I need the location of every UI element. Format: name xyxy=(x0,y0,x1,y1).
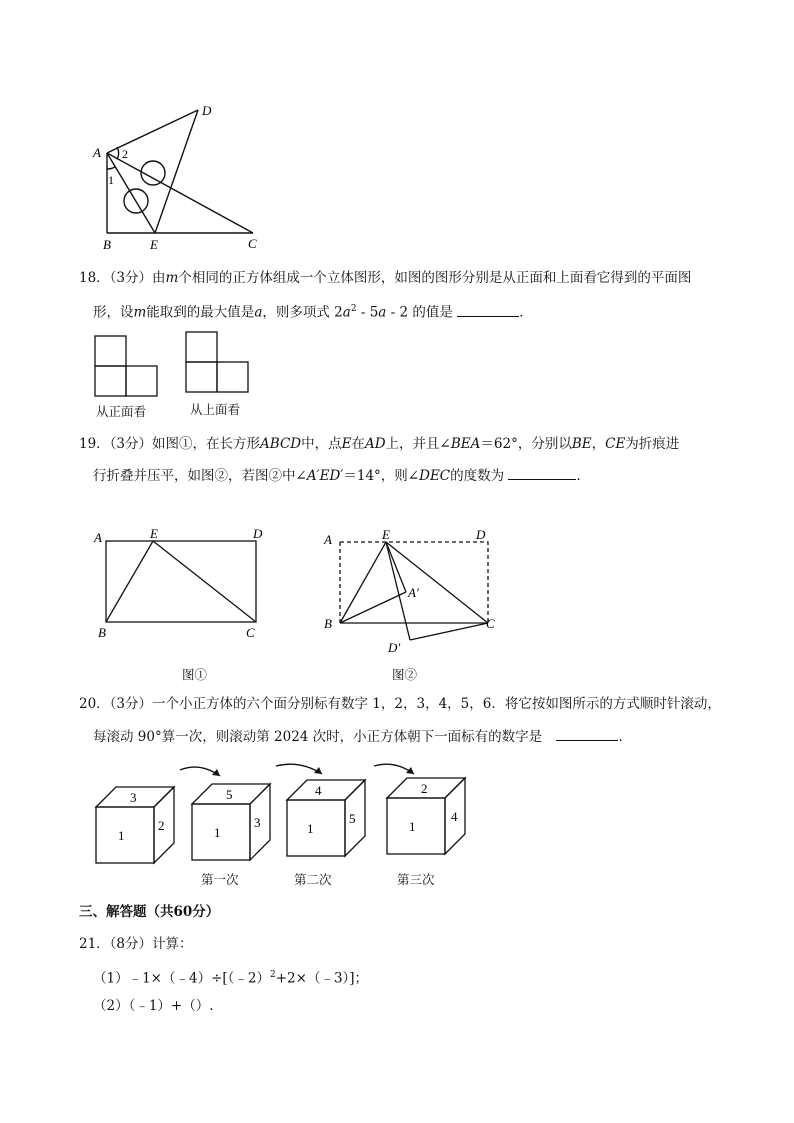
q21-item2: （2）（﹣1）+（）. xyxy=(93,998,214,1014)
q18-top-caption: 从上面看 xyxy=(190,402,241,417)
svg-text:C: C xyxy=(246,625,255,640)
segment-AE xyxy=(107,153,155,233)
section-3-title: 三、解答题（共60分） xyxy=(79,904,220,920)
svg-text:5: 5 xyxy=(349,811,356,826)
q19-fig2-caption: 图② xyxy=(392,667,418,682)
cube-2-caption: 第二次 xyxy=(294,872,332,887)
q19-line2: 行折叠并压平，如图②，若图②中∠A′ED′＝14°，则∠DEC的度数为 ． xyxy=(93,465,590,486)
svg-text:E: E xyxy=(382,527,390,542)
cube-1 xyxy=(190,780,280,862)
label-B: B xyxy=(103,237,111,252)
q18-line2: 形，设m能取到的最大值是a，则多项式 $2a^2 - 5a - 2$ 的值是 ． xyxy=(93,299,533,323)
svg-text:E: E xyxy=(150,526,158,541)
svg-text:B: B xyxy=(324,616,332,631)
svg-text:5: 5 xyxy=(226,787,233,802)
svg-text:A: A xyxy=(94,530,102,545)
svg-text:3: 3 xyxy=(130,790,137,805)
svg-text:D: D xyxy=(476,527,486,542)
label-angle-2: 2 xyxy=(122,147,128,161)
svg-text:1: 1 xyxy=(409,819,416,834)
cube-0 xyxy=(94,783,184,865)
q18-line1: 18．（3分）由m个相同的正方体组成一个立体图形，如图的图形分别是从正面和上面看它得到的平面图 xyxy=(79,270,692,286)
svg-text:B: B xyxy=(98,625,106,640)
figure-q17 xyxy=(85,95,285,255)
svg-text:4: 4 xyxy=(315,783,322,798)
svg-text:D: D xyxy=(253,526,263,541)
cube-1-caption: 第一次 xyxy=(201,872,239,887)
q21-title: 21．（8分）计算： xyxy=(79,936,193,952)
q19-line1: 19．（3分）如图①，在长方形ABCD中，点E在AD上，并且∠BEA＝62°，分别以BE，CE为折痕进 xyxy=(79,436,680,452)
q19-figure-1 xyxy=(88,522,273,647)
label-D: D xyxy=(202,103,212,118)
cube-2 xyxy=(285,776,375,858)
svg-text:A′: A′ xyxy=(408,585,419,600)
svg-text:1: 1 xyxy=(214,825,221,840)
answer-blank-q19[interactable] xyxy=(508,465,576,480)
answer-blank-q18[interactable] xyxy=(457,302,519,317)
svg-text:C: C xyxy=(486,616,495,631)
q19-fig1-caption: 图① xyxy=(182,667,208,682)
angle-arc-1 xyxy=(107,167,115,169)
q20-line2: 每滚动 90°算一次，则滚动第 2024 次时，小正方体朝下一面标有的数字是 ． xyxy=(93,726,632,747)
svg-text:D′: D′ xyxy=(388,640,401,655)
label-angle-1: 1 xyxy=(108,173,114,187)
q19-figure-2 xyxy=(318,522,508,657)
svg-text:1: 1 xyxy=(307,821,314,836)
q21-item1: （1）﹣1×（﹣4）÷[（﹣2）$^2$+2×（﹣3）]； xyxy=(93,970,369,987)
q20-line1: 20．（3分）一个小正方体的六个面分别标有数字 1，2，3，4，5，6．将它按如图所示的方式顺时针滚动， xyxy=(79,696,721,712)
svg-text:3: 3 xyxy=(254,815,261,830)
segment-AD xyxy=(107,110,198,153)
svg-text:2: 2 xyxy=(158,818,165,833)
label-A: A xyxy=(93,145,101,160)
label-C: C xyxy=(248,236,257,251)
label-E: E xyxy=(150,237,158,252)
answer-blank-q20[interactable] xyxy=(556,726,618,741)
segment-DE xyxy=(155,110,198,233)
svg-text:A: A xyxy=(324,532,332,547)
svg-text:2: 2 xyxy=(421,781,428,796)
cube-3-caption: 第三次 xyxy=(397,872,435,887)
q18-front-caption: 从正面看 xyxy=(96,404,147,419)
q18-top-view xyxy=(184,330,252,394)
segment-AC xyxy=(107,153,253,233)
cube-3 xyxy=(385,774,475,856)
svg-text:4: 4 xyxy=(451,809,458,824)
svg-text:1: 1 xyxy=(118,828,125,843)
q18-front-view xyxy=(93,334,161,398)
angle-arc-2 xyxy=(117,147,119,159)
